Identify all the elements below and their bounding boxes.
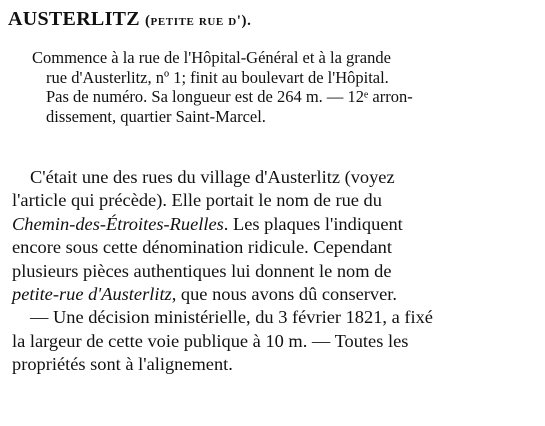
italic-text: Chemin-des-Étroites-Ruelles	[12, 213, 224, 234]
body-text: propriétés sont à l'alignement.	[12, 354, 233, 375]
summary-line: rue d'Austerlitz, nº 1; finit au boulevart de l'Hôpital.	[46, 67, 389, 87]
summary-line: Commence à la rue de l'Hôpital-Général et à la grande	[32, 48, 391, 67]
body-line	[12, 189, 544, 212]
body-text: , que nous avons dû conserver.	[171, 284, 397, 305]
body-text: . Les plaques l'indiquent	[223, 213, 403, 234]
body-text: C'était une des rues du village d'Austerlitz (voyez	[30, 167, 395, 187]
body-text: plusieurs pièces authentiques lui donnent le nom de	[12, 260, 392, 281]
summary-line: Pas de numéro. Sa longueur est de 264 m. — 12ᵉ arron-	[46, 87, 413, 107]
body-text: l'article qui précède). Elle portait le nom de rue du	[12, 190, 382, 211]
summary-line: dissement, quartier Saint-Marcel.	[46, 106, 266, 126]
body-line	[12, 353, 544, 376]
body-line	[12, 330, 544, 353]
body-text: la largeur de cette voie publique à 10 m. — Toutes les	[12, 330, 409, 351]
body-text: — Une décision ministérielle, du 3 février 1821, a fixé	[30, 307, 433, 328]
body-line	[12, 306, 544, 329]
body-text: encore sous cette dénomination ridicule. Cependant	[12, 237, 392, 258]
entry-summary	[32, 48, 544, 126]
entry-heading	[8, 6, 251, 34]
body-line	[12, 283, 544, 306]
body-line	[12, 260, 544, 283]
body-line	[12, 236, 544, 259]
body-line	[12, 213, 544, 236]
body-line	[12, 166, 544, 189]
street-name: AUSTERLITZ	[8, 8, 140, 30]
entry-body	[12, 166, 544, 377]
street-name-qualifier: (petite rue d').	[144, 13, 252, 29]
italic-text: petite-rue d'Austerlitz	[12, 284, 172, 305]
